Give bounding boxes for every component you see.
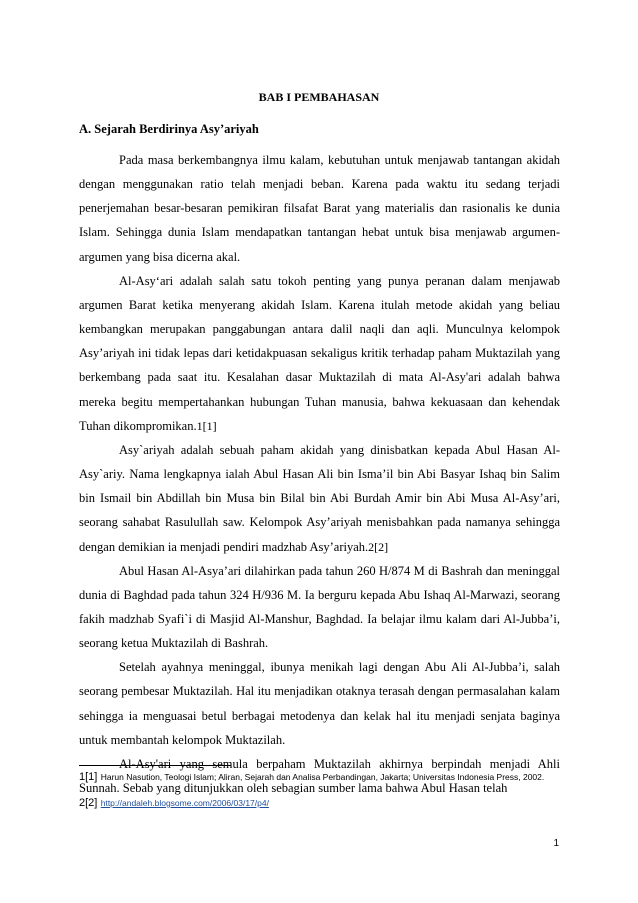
chapter-title: BAB I PEMBAHASAN — [258, 90, 380, 104]
footnote-divider — [79, 765, 231, 766]
footnote-reference[interactable]: 2[2] — [368, 539, 389, 554]
section-heading: A. Sejarah Berdirinya Asy’ariyah — [79, 122, 259, 136]
paragraph — [79, 438, 560, 559]
paragraph-text: Setelah ayahnya meninggal, ibunya menikah lagi dengan Abu Ali Al-Jubba’i, salah seorang pembesar Muktazilah. Hal itu menjadikan otaknya terasah dengan permasalahan kalam sehingga ia menguasai betul berbagai metodenya dan kelak hal itu menjadi senjata baginya untuk membantah kelompok Muktazilah. — [79, 660, 560, 747]
footnote-reference[interactable]: 1[1] — [196, 418, 217, 433]
paragraph-text: Pada masa berkembangnya ilmu kalam, kebutuhan untuk menjawab tantangan akidah dengan menggunakan ratio telah menjadi beban. Karena pada waktu itu sedang terjadi penerjemahan besar-besaran pemikiran filsafat Barat yang materialis dan rasionalis ke dunia Islam. Sehingga dunia Islam mendapatkan tantangan hebat untuk bisa menjawab argumen-argumen yang bisa dicerna akal. — [79, 153, 560, 264]
footnote — [79, 771, 560, 783]
footnote — [79, 797, 560, 809]
paragraph-text: Asy`ariyah adalah sebuah paham akidah yang dinisbatkan kepada Abul Hasan Al-Asy`ariy. Nama lengkapnya ialah Abul Hasan Ali bin Isma’il bin Abi Basyar Ishaq bin Salim bin Ismail bin Abdillah bin Musa bin Bilal bin Abi Burdah Amir bin Abi Musa Al-Asy’ari, seorang sahabat Rasulullah saw. Kelompok Asy’ariyah menisbahkan pada namanya sehingga dengan demikian ia menjadi pendiri madzhab Asy’ariyah. — [79, 442, 560, 554]
paragraph — [79, 655, 560, 752]
footnote-mark: 1[1] — [79, 771, 98, 783]
paragraph-text: Abul Hasan Al-Asya’ari dilahirkan pada tahun 260 H/874 M di Bashrah dan meninggal dunia di Baghdad pada tahun 324 H/936 M. Ia berguru kepada Abu Ishaq Al-Marwazi, seorang fakih madzhab Syafi`i di Masjid Al-Manshur, Baghdad. Ia belajar ilmu kalam dari Al-Jubba’i, seorang ketua Muktazilah di Bashrah. — [79, 563, 560, 651]
body-text — [79, 148, 560, 800]
footnote-mark: 2[2] — [79, 797, 98, 809]
footnote-link[interactable]: http://andaleh.blogsome.com/2006/03/17/p4/ — [100, 798, 269, 808]
paragraph — [79, 148, 560, 269]
paragraph — [79, 559, 560, 656]
footnote-text: Harun Nasution, Teologi Islam; Aliran, Sejarah dan Analisa Perbandingan, Jakarta; Universitas Indonesia Press, 2002. — [100, 772, 545, 782]
paragraph-text: Al-Asy'ari yang semula berpaham Muktazilah akhirnya berpindah menjadi Ahli Sunnah. Sebab yang ditunjukkan oleh sebagian sumber lama bahwa Abul Hasan telah — [79, 756, 560, 796]
paragraph-text: Al-Asy‘ari adalah salah satu tokoh penting yang punya peranan dalam menjawab argumen Barat ketika menyerang akidah Islam. Karena itulah metode akidah yang beliau kembangkan merupakan panggabungan antara dalil naqli dan aqli. Munculnya kelompok Asy’ariyah ini tidak lepas dari ketidakpuasan sekaligus kritik terhadap paham Muktazilah yang berkembang pada saat itu. Kesalahan dasar Muktazilah di mata Al-Asy'ari adalah bahwa mereka begitu mempertahankan hubungan Tuhan manusia, bahwa kekuasaan dan kehendak Tuhan dikompromikan. — [79, 273, 560, 433]
page-number: 1 — [553, 838, 559, 849]
paragraph — [79, 269, 560, 438]
